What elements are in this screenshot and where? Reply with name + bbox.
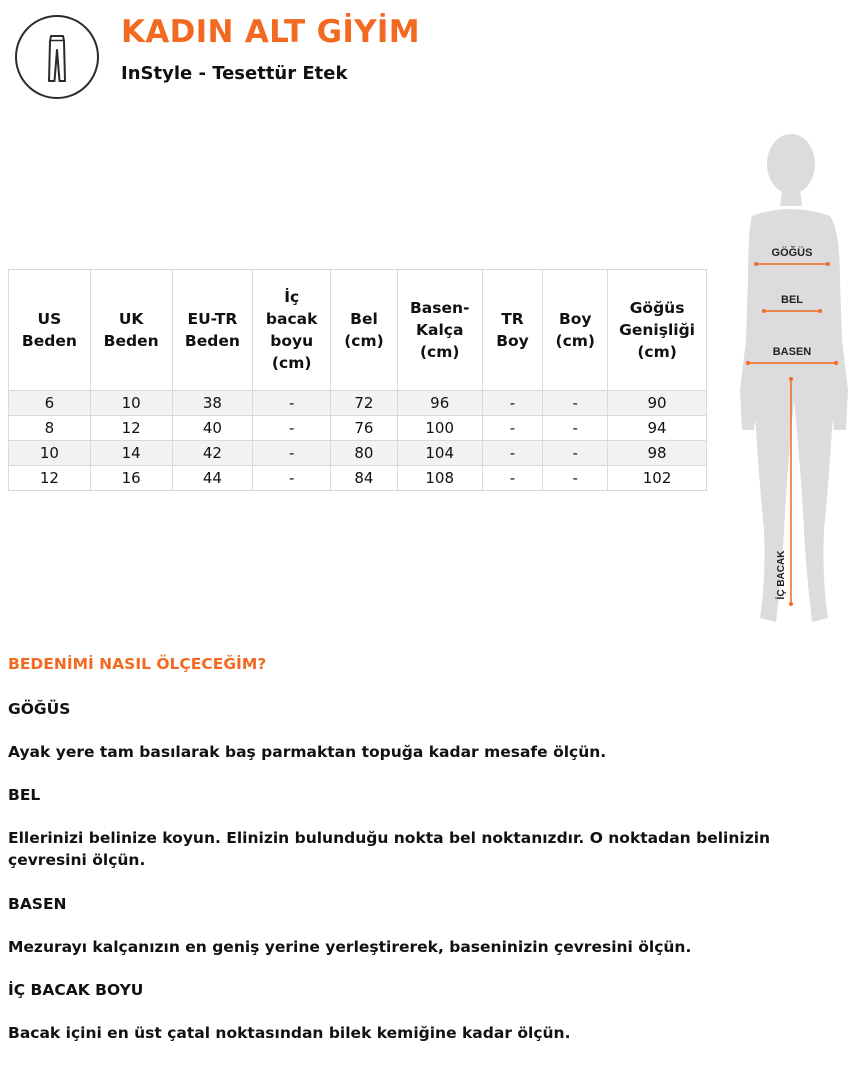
- column-header: Basen- Kalça (cm): [397, 270, 482, 391]
- table-cell: -: [482, 441, 543, 466]
- table-cell: 96: [397, 391, 482, 416]
- hip-description: Mezurayı kalçanızın en geniş yerine yerleştirerek, baseninizin çevresini ölçün.: [8, 938, 692, 956]
- inseam-heading: İÇ BACAK BOYU: [8, 981, 144, 999]
- table-cell: 8: [9, 416, 91, 441]
- table-cell: 80: [331, 441, 398, 466]
- inseam-description: Bacak içini en üst çatal noktasından bilek kemiğine kadar ölçün.: [8, 1024, 571, 1042]
- column-header: US Beden: [9, 270, 91, 391]
- table-cell: 94: [608, 416, 707, 441]
- column-header: Göğüs Genişliği (cm): [608, 270, 707, 391]
- table-cell: 90: [608, 391, 707, 416]
- column-header: Bel (cm): [331, 270, 398, 391]
- table-cell: -: [482, 391, 543, 416]
- table-cell: 72: [331, 391, 398, 416]
- waist-label: BEL: [781, 294, 803, 306]
- table-cell: 84: [331, 466, 398, 491]
- column-header: UK Beden: [90, 270, 172, 391]
- table-cell: -: [253, 391, 331, 416]
- female-silhouette-icon: [740, 134, 848, 622]
- table-cell: 12: [9, 466, 91, 491]
- table-cell: 76: [331, 416, 398, 441]
- table-cell: -: [482, 416, 543, 441]
- hip-heading: BASEN: [8, 895, 67, 913]
- table-cell: -: [543, 391, 608, 416]
- table-cell: 14: [90, 441, 172, 466]
- pants-icon: [15, 15, 99, 99]
- table-row: [9, 466, 707, 491]
- column-header: TR Boy: [482, 270, 543, 391]
- table-cell: 108: [397, 466, 482, 491]
- column-header: EU-TR Beden: [172, 270, 253, 391]
- table-cell: 40: [172, 416, 253, 441]
- body-measurement-figure: [724, 130, 865, 630]
- table-cell: -: [543, 466, 608, 491]
- table-cell: 102: [608, 466, 707, 491]
- table-cell: 42: [172, 441, 253, 466]
- table-cell: -: [253, 466, 331, 491]
- table-row: [9, 416, 707, 441]
- table-cell: 44: [172, 466, 253, 491]
- table-cell: 6: [9, 391, 91, 416]
- table-header-row: [9, 270, 707, 391]
- table-row: [9, 391, 707, 416]
- table-cell: 16: [90, 466, 172, 491]
- table-cell: 10: [9, 441, 91, 466]
- table-row: [9, 441, 707, 466]
- table-cell: 12: [90, 416, 172, 441]
- page-title: KADIN ALT GİYİM: [121, 14, 420, 50]
- chest-heading: GÖĞÜS: [8, 700, 71, 718]
- chest-label: GÖĞÜS: [771, 247, 813, 259]
- waist-heading: BEL: [8, 786, 41, 804]
- page-subtitle: InStyle - Tesettür Etek: [121, 63, 348, 84]
- table-cell: 104: [397, 441, 482, 466]
- hip-label: BASEN: [772, 346, 812, 358]
- table-cell: 98: [608, 441, 707, 466]
- column-header: Boy (cm): [543, 270, 608, 391]
- chest-description: Ayak yere tam basılarak baş parmaktan topuğa kadar mesafe ölçün.: [8, 743, 607, 761]
- column-header: İç bacak boyu (cm): [253, 270, 331, 391]
- table-cell: -: [543, 441, 608, 466]
- table-cell: -: [543, 416, 608, 441]
- inseam-label: İÇ BACAK: [776, 550, 787, 600]
- table-cell: 10: [90, 391, 172, 416]
- waist-description: Ellerinizi belinize koyun. Elinizin bulunduğu nokta bel noktanızdır. O noktadan belinizin çevresini ölçün.: [8, 829, 771, 869]
- size-table: [8, 269, 707, 491]
- table-cell: -: [482, 466, 543, 491]
- table-cell: 38: [172, 391, 253, 416]
- guide-title: BEDENİMİ NASIL ÖLÇECEĞİM?: [8, 655, 267, 673]
- table-cell: -: [253, 441, 331, 466]
- table-cell: 100: [397, 416, 482, 441]
- table-cell: -: [253, 416, 331, 441]
